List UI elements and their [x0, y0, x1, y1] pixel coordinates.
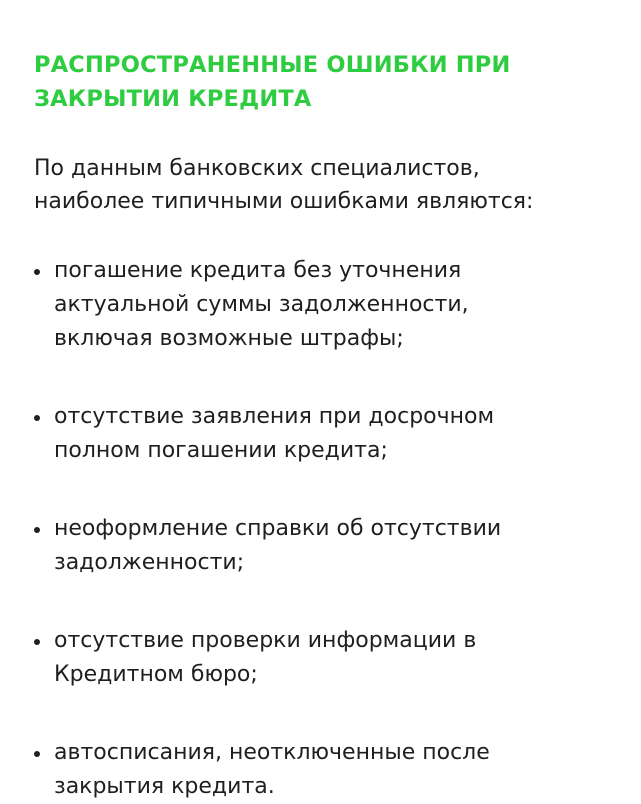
list-item-line: отсутствие проверки информации в [54, 628, 477, 653]
page-title [34, 48, 611, 116]
intro-line-2: наиболее типичными ошибками являются: [34, 189, 534, 214]
intro-line-1: По данным банковских специалистов, [34, 156, 480, 181]
list-item-line: задолженности; [54, 550, 245, 575]
bullet-icon [34, 269, 40, 275]
page-title-line-1: РАСПРОСТРАНЕННЫЕ ОШИБКИ ПРИ [34, 52, 511, 78]
list-item-line: полном погашении кредита; [54, 438, 388, 463]
list-item-line: отсутствие заявления при досрочном [54, 404, 495, 429]
list-item-line: Кредитном бюро; [54, 662, 258, 687]
bullet-icon [34, 527, 40, 533]
list-item [34, 736, 611, 804]
list-item [34, 254, 611, 356]
bullet-icon [34, 751, 40, 757]
list-item-line: неоформление справки об отсутствии [54, 516, 502, 541]
list-item-line: включая возможные штрафы; [54, 326, 404, 351]
bullet-icon [34, 415, 40, 421]
list-item-line: автосписания, неотключенные после [54, 740, 490, 765]
list-item [34, 624, 611, 692]
intro-paragraph [34, 152, 611, 218]
mistakes-list [34, 254, 611, 804]
list-item-line: закрытия кредита. [54, 774, 275, 799]
list-item-line: погашение кредита без уточнения [54, 258, 462, 283]
list-item-line: актуальной суммы задолженности, [54, 292, 469, 317]
bullet-icon [34, 639, 40, 645]
list-item [34, 512, 611, 580]
page-title-line-2: ЗАКРЫТИИ КРЕДИТА [34, 86, 312, 112]
list-item [34, 400, 611, 468]
